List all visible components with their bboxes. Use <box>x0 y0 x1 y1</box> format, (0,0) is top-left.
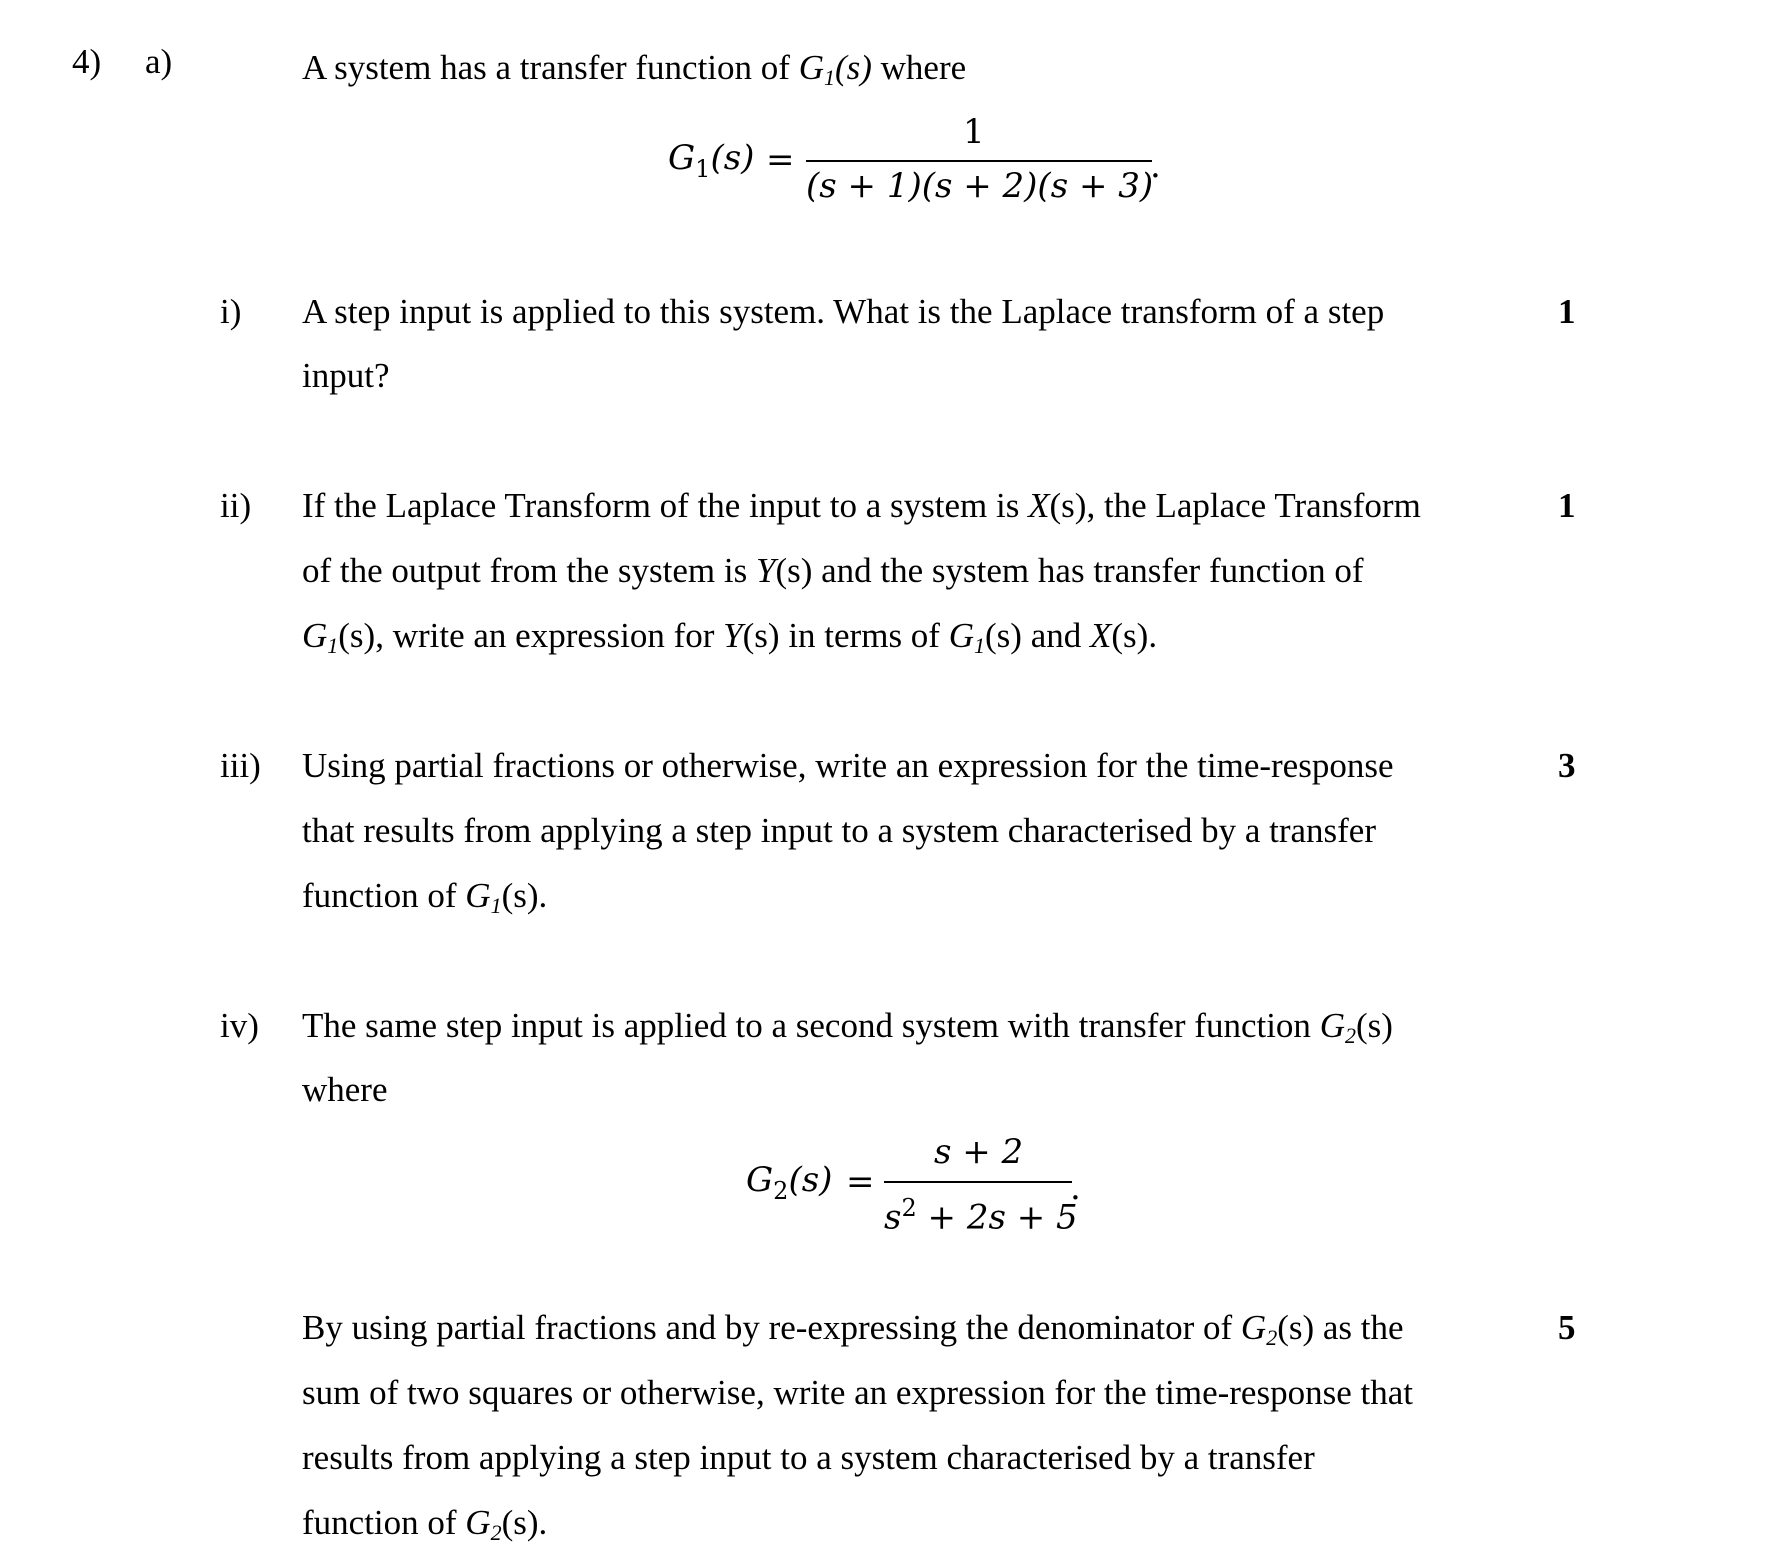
item-i-line1: A step input is applied to this system. What is the Laplace transform of a step <box>302 292 1385 331</box>
eq1-denominator: (s + 1)(s + 2)(s + 3) <box>806 166 1154 206</box>
item-iv-line2: where <box>302 1070 388 1109</box>
item-i-line2: input? <box>302 356 390 395</box>
final-line2: sum of two squares or otherwise, write an expression for the time-response that <box>302 1373 1413 1412</box>
intro-text: A system has a transfer function of $G_1(s)$ where <box>302 48 967 90</box>
final-line1: By using partial fractions and by re-expressing the denominator of $G_2(s)$ as the <box>302 1308 1404 1350</box>
final-marks: 5 <box>1558 1308 1576 1347</box>
eq1-equals: = <box>766 140 795 180</box>
eq1-lhs: $G_1(s)$ <box>668 138 755 183</box>
item-ii-line3: $G_1(s)$, write an expression for Y(s) in terms of $G_1(s)$ and X(s). <box>302 616 1158 658</box>
eq2-fraction-bar <box>884 1181 1072 1183</box>
item-ii-line2: of the output from the system is Y(s) and the system has transfer function of <box>302 551 1364 590</box>
item-i-marks: 1 <box>1558 292 1576 331</box>
item-ii-marks: 1 <box>1558 486 1576 525</box>
item-iii-marks: 3 <box>1558 746 1576 785</box>
item-iii-line1: Using partial fractions or otherwise, write an expression for the time-response <box>302 746 1394 785</box>
eq2-period: . <box>1070 1168 1081 1208</box>
item-iii-label: iii) <box>220 746 261 785</box>
final-line3: results from applying a step input to a system characterised by a transfer <box>302 1438 1315 1477</box>
eq1-period: . <box>1150 146 1161 186</box>
item-iii-line2: that results from applying a step input to a system characterised by a transfer <box>302 811 1376 850</box>
eq2-lhs: $G_2(s)$ <box>746 1160 833 1205</box>
eq2-denominator: $s^2 + 2s + 5$ <box>884 1194 1078 1238</box>
eq2-equals: = <box>846 1162 875 1202</box>
item-ii-line1: If the Laplace Transform of the input to a system is X(s), the Laplace Transform <box>302 486 1421 525</box>
part-label: a) <box>145 42 173 81</box>
eq1-fraction-bar <box>806 160 1152 162</box>
eq1-numerator: 1 <box>963 112 985 152</box>
item-iv-label: iv) <box>220 1006 259 1045</box>
item-i-label: i) <box>220 292 242 331</box>
question-number: 4) <box>72 42 102 81</box>
eq2-numerator: s + 2 <box>934 1132 1024 1172</box>
final-line4: function of $G_2(s)$. <box>302 1503 548 1545</box>
item-iii-line3: function of $G_1(s)$. <box>302 876 548 918</box>
item-iv-line1: The same step input is applied to a second system with transfer function $G_2(s)$ <box>302 1006 1393 1048</box>
item-ii-label: ii) <box>220 486 252 525</box>
